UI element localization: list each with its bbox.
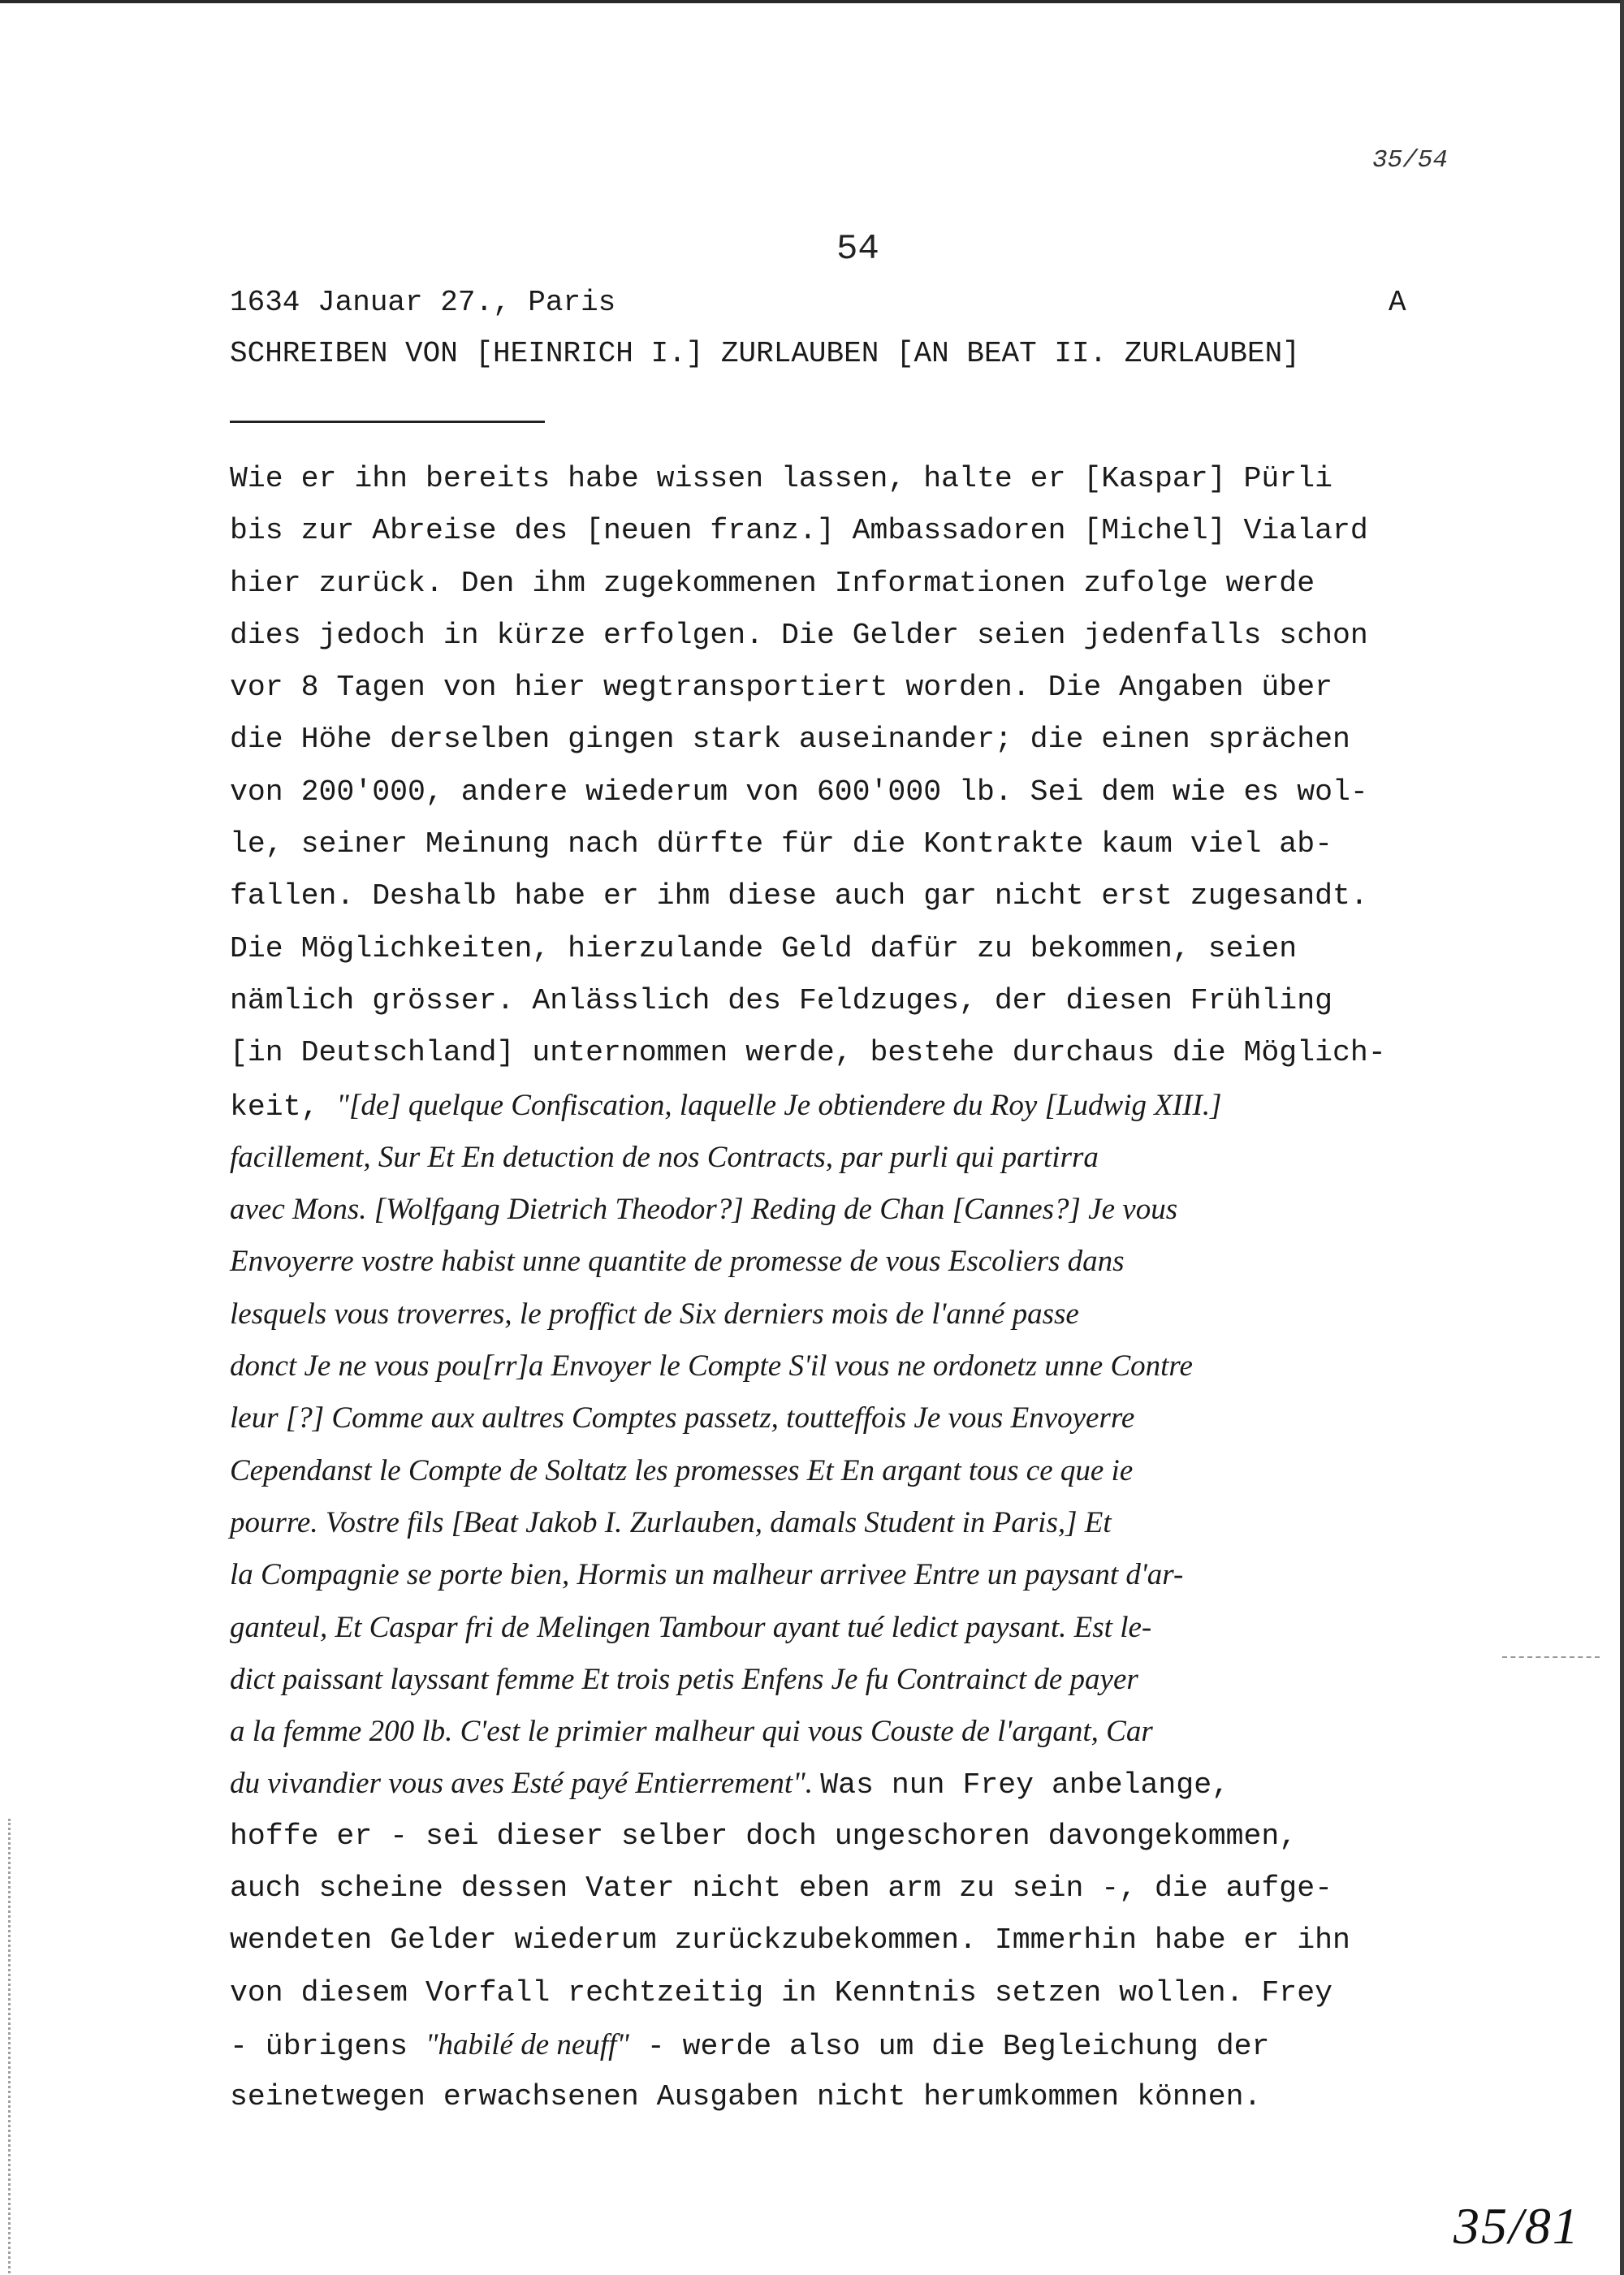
summary-text: le, seiner Meinung nach dürfte für die Kontrakte kaum viel ab- xyxy=(230,827,1333,861)
quoted-french-text: facillement, Sur Et En detuction de nos Contracts, par purli qui partirra xyxy=(230,1140,1099,1174)
text-line xyxy=(230,1967,1610,2019)
quoted-french-text: a la femme 200 lb. C'est le primier malheur qui vous Couste de l'argant, Car xyxy=(230,1715,1153,1749)
summary-text: von diesem Vorfall rechtzeitig in Kenntnis setzen wollen. Frey xyxy=(230,1975,1333,2010)
text-line xyxy=(230,610,1610,662)
text-line xyxy=(230,1758,1610,1810)
text-line xyxy=(230,818,1610,870)
quoted-french-text: la Compagnie se porte bien, Hormis un malheur arrivee Entre un paysant d'ar- xyxy=(230,1558,1184,1592)
document-title: SCHREIBEN VON [HEINRICH I.] ZURLAUBEN [AN BEAT II. ZURLAUBEN] xyxy=(230,337,1300,370)
text-line xyxy=(230,975,1610,1027)
quoted-french-text: Envoyerre vostre habist unne quantite de promesse de vous Escoliers dans xyxy=(230,1245,1125,1279)
text-line xyxy=(230,1549,1610,1601)
quoted-french-text: du vivandier vous aves Esté payé Entierrement". xyxy=(230,1767,821,1801)
summary-text: - werde also um die Begleichung der xyxy=(628,2029,1270,2063)
summary-text: Wie er ihn bereits habe wissen lassen, halte er [Kaspar] Pürli xyxy=(230,462,1333,495)
quoted-french-text: Cependanst le Compte de Soltatz les promesses Et En argant tous ce que ie xyxy=(230,1453,1134,1487)
text-line xyxy=(230,1027,1610,1079)
text-line xyxy=(230,1915,1610,1966)
text-line xyxy=(230,1236,1610,1288)
summary-text: von 200'000, andere wiederum von 600'000 lb. Sei dem wie es wol- xyxy=(230,775,1368,809)
quoted-french-text: avec Mons. [Wolfgang Dietrich Theodor?] Reding de Chan [Cannes?] Je vous xyxy=(230,1193,1178,1227)
text-line xyxy=(230,1445,1610,1497)
date-place: 1634 Januar 27., Paris xyxy=(230,286,616,319)
text-line xyxy=(230,2019,1610,2071)
summary-text: bis zur Abreise des [neuen franz.] Ambassadoren [Michel] Vialard xyxy=(230,514,1368,548)
top-border xyxy=(0,0,1624,3)
text-line xyxy=(230,1602,1610,1654)
text-line xyxy=(230,1654,1610,1706)
text-line xyxy=(230,1340,1610,1392)
summary-text: - übrigens xyxy=(230,2029,425,2063)
text-line xyxy=(230,1811,1610,1863)
text-line xyxy=(230,1863,1610,1915)
handwritten-reference: 35/81 xyxy=(1453,2197,1580,2255)
right-border xyxy=(1620,0,1624,2275)
text-line xyxy=(230,1706,1610,1758)
text-line xyxy=(230,2071,1610,2123)
header-divider xyxy=(230,421,545,423)
text-line xyxy=(230,662,1610,714)
summary-text: die Höhe derselben gingen stark auseinander; die einen sprächen xyxy=(230,723,1350,757)
document-number: 54 xyxy=(836,229,879,270)
quoted-french-text: dict paissant layssant femme Et trois petis Enfens Je fu Contrainct de payer xyxy=(230,1662,1138,1696)
summary-text: fallen. Deshalb habe er ihm diese auch gar nicht erst zugesandt. xyxy=(230,879,1368,913)
summary-text: wendeten Gelder wiederum zurückzubekommen. Immerhin habe er ihn xyxy=(230,1923,1350,1958)
text-line xyxy=(230,453,1610,505)
summary-text: auch scheine dessen Vater nicht eben arm zu sein -, die aufge- xyxy=(230,1871,1333,1906)
summary-text: [in Deutschland] unternommen werde, bestehe durchaus die Möglich- xyxy=(230,1036,1386,1070)
scan-margin-specks xyxy=(8,1819,43,2273)
quoted-french-text: "[de] quelque Confiscation, laquelle Je obtiendere du Roy [Ludwig XIII.] xyxy=(336,1088,1222,1122)
quoted-french-text: ganteul, Et Caspar fri de Melingen Tambour ayant tué ledict paysant. Est le- xyxy=(230,1610,1152,1644)
summary-text: hier zurück. Den ihm zugekommenen Informationen zufolge werde xyxy=(230,566,1315,600)
quoted-french-text: donct Je ne vous pou[rr]a Envoyer le Compte S'il vous ne ordonetz unne Contre xyxy=(230,1349,1193,1384)
margin-dash-mark xyxy=(1502,1656,1600,1658)
summary-text: seinetwegen erwachsenen Ausgaben nicht herumkommen können. xyxy=(230,2080,1262,2114)
quoted-french-text: leur [?] Comme aux aultres Comptes passetz, toutteffois Je vous Envoyerre xyxy=(230,1401,1135,1435)
text-line xyxy=(230,1497,1610,1549)
document-marker: A xyxy=(1389,286,1406,319)
text-line xyxy=(230,870,1610,922)
summary-text: vor 8 Tagen von hier wegtransportiert worden. Die Angaben über xyxy=(230,671,1333,705)
page-reference: 35/54 xyxy=(1372,146,1449,175)
quoted-french-text: "habilé de neuff" xyxy=(425,2027,629,2061)
text-line xyxy=(230,1392,1610,1444)
quoted-french-text: lesquels vous troverres, le proffict de Six derniers mois de l'anné passe xyxy=(230,1297,1079,1331)
summary-text: nämlich grösser. Anlässlich des Feldzuges, der diesen Frühling xyxy=(230,983,1333,1017)
text-line xyxy=(230,1132,1610,1184)
letter-body xyxy=(230,453,1610,2124)
text-line xyxy=(230,1289,1610,1340)
summary-text: hoffe er - sei dieser selber doch ungeschoren davongekommen, xyxy=(230,1819,1298,1853)
text-line xyxy=(230,766,1610,818)
text-line xyxy=(230,1184,1610,1236)
text-line xyxy=(230,505,1610,557)
text-line xyxy=(230,1080,1610,1132)
summary-text: keit, xyxy=(230,1090,337,1124)
summary-text: Die Möglichkeiten, hierzulande Geld dafür zu bekommen, seien xyxy=(230,931,1298,965)
text-line xyxy=(230,923,1610,975)
quoted-french-text: pourre. Vostre fils [Beat Jakob I. Zurlauben, damals Student in Paris,] Et xyxy=(230,1505,1112,1539)
summary-text: Was nun Frey anbelange, xyxy=(820,1768,1230,1802)
text-line xyxy=(230,558,1610,610)
summary-text: dies jedoch in kürze erfolgen. Die Gelder seien jedenfalls schon xyxy=(230,618,1368,652)
text-line xyxy=(230,714,1610,766)
